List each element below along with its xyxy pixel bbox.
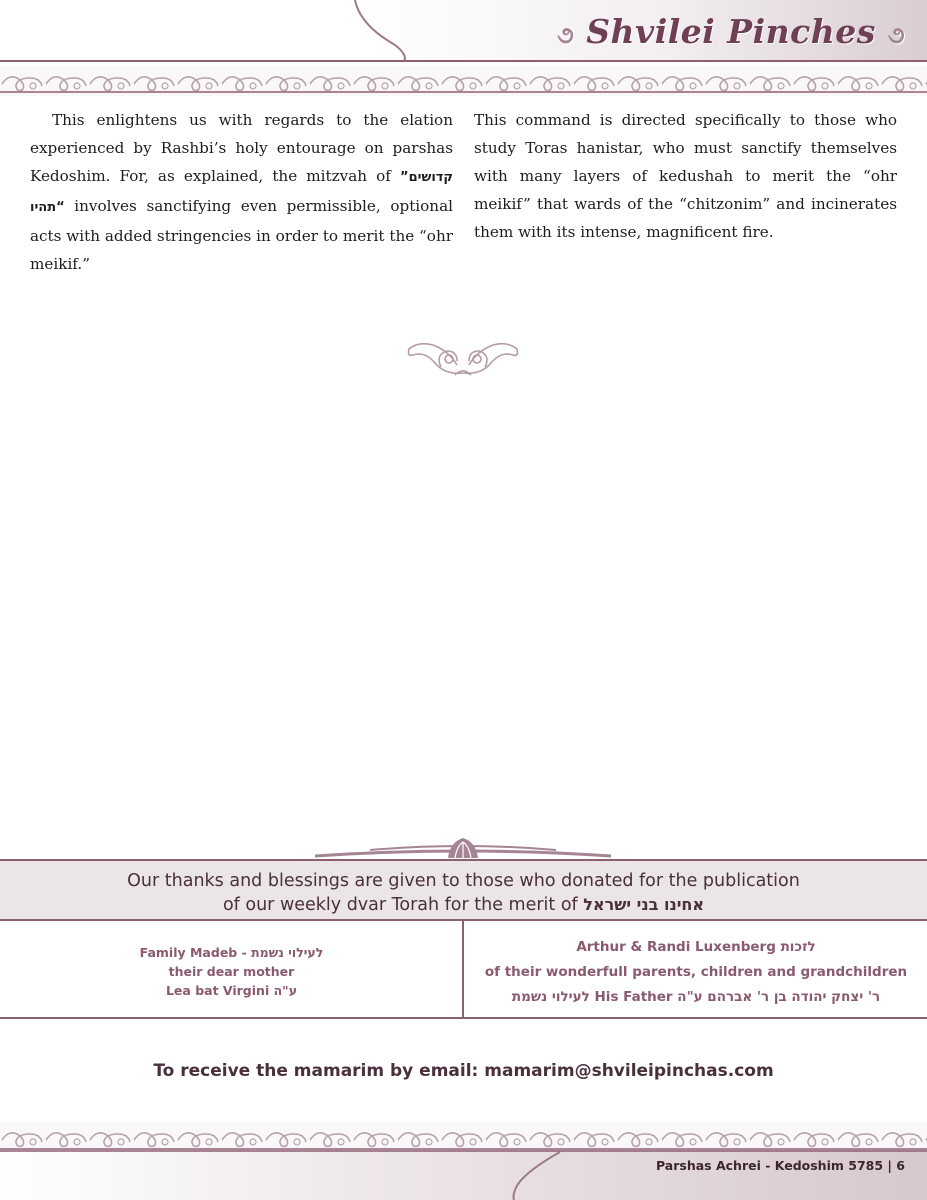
left-column-lead: This enlightens us with regards to the elation experienced by Rashbi’s holy entourage on parshas Kedoshim. For, as explained, the mitzvah of [30, 111, 453, 185]
donor-left-line-2: their dear mother [168, 964, 295, 979]
thanks-hebrew: אחינו בני ישראל [583, 895, 705, 914]
donor-divider [462, 921, 464, 1017]
text-column-left [30, 106, 453, 278]
masthead-text: Shvilei Pinches [586, 12, 876, 51]
right-column-text: This command is directed specifically to those who study Toras hanistar, who must sanctify themselves with many layers of kedushah to merit the “ohr meikif” that wards of the “chitzonim” and incinerates them with its intense, magnificent fire. [474, 111, 897, 241]
hebrew-quote: ”קדושים תהיו“ [30, 170, 453, 215]
donor-left [0, 921, 463, 1017]
donor-right-line-2: of their wonderfull parents, children and grandchildren [484, 964, 908, 980]
donor-left-line-3: Lea bat Virgini ע"ה [165, 983, 298, 998]
footer-page-label: Parshas Achrei - Kedoshim 5785 | 6 [655, 1158, 905, 1173]
swirl-left-icon: ૭ [557, 20, 575, 49]
thanks-line-2 [0, 893, 927, 917]
top-ornament-strip [0, 66, 927, 96]
masthead-title [557, 12, 905, 51]
donor-right-line-1: Arthur & Randi Luxenberg לזכות [576, 939, 816, 955]
thanks-banner [0, 859, 927, 921]
donor-right-line-3: לעילוי נשמת His Father ר' יצחק יהודה בן ר' אברהם ע"ה [511, 989, 881, 1005]
thanks-line-2-prefix: of our weekly dvar Torah for the merit of [222, 895, 584, 915]
donor-right [465, 921, 927, 1017]
donor-section [0, 921, 927, 1019]
left-column-tail: involves sanctifying even permissible, optional acts with added stringencies in order to merit the “ohr meikif.” [30, 197, 453, 273]
text-column-right [474, 106, 897, 246]
donor-left-line-1: Family Madeb - לעילוי נשמת [139, 945, 324, 960]
thanks-line-1: Our thanks and blessings are given to those who donated for the publication [127, 871, 800, 891]
swirl-right-icon: ૭ [887, 20, 905, 49]
email-subscription-line: To receive the mamarim by email: mamarim@shvileipinchas.com [153, 1061, 774, 1081]
ornament-vignette-icon [405, 329, 521, 379]
bottom-ornament-strip [0, 1122, 927, 1152]
thanks-crest-ornament [0, 834, 927, 860]
